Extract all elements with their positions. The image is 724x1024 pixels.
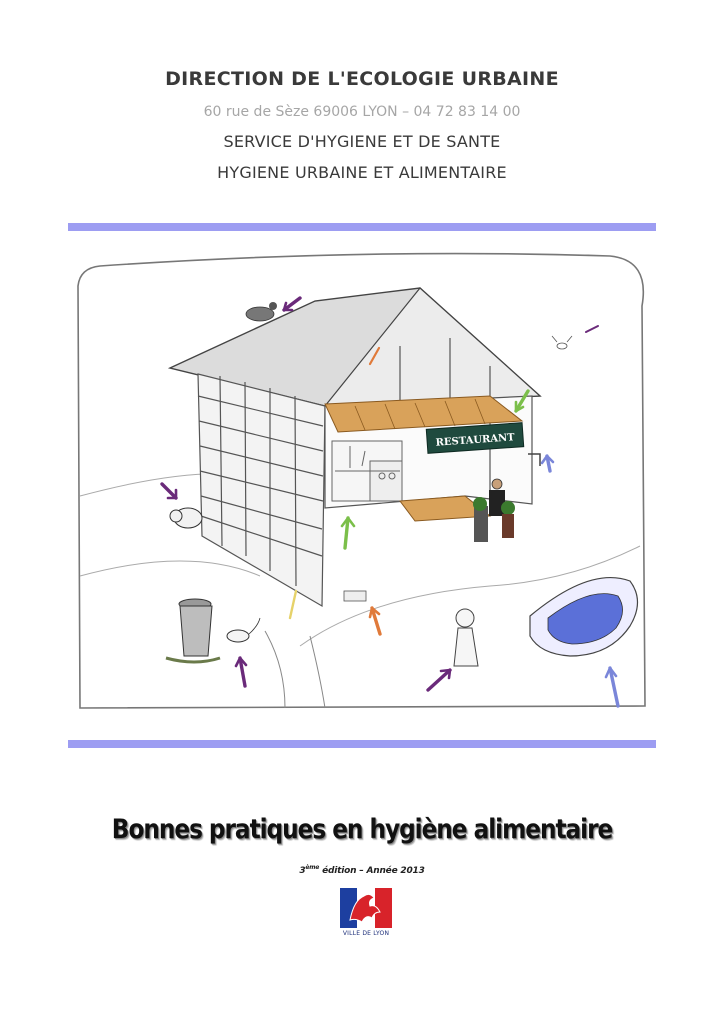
edition-number: 3 — [299, 866, 306, 876]
edition-rest: édition – Année 2013 — [319, 866, 425, 876]
top-divider — [68, 223, 656, 231]
fly — [552, 336, 572, 349]
rat — [227, 618, 260, 642]
person-sneezing — [454, 609, 478, 666]
hygiene-illustration — [70, 246, 652, 716]
pool — [530, 578, 638, 656]
ville-de-lyon-logo — [340, 888, 392, 936]
direction-title: DIRECTION DE L'ECOLOGIE URBAINE — [165, 68, 559, 90]
edition-suffix: ème — [305, 864, 320, 871]
tray — [344, 591, 366, 601]
cover-title: Bonnes pratiques en hygiène alimentaire — [111, 814, 613, 845]
edition-line — [0, 864, 724, 876]
trash-bin — [166, 599, 220, 662]
dog — [170, 508, 202, 528]
subservice-title: HYGIENE URBAINE ET ALIMENTAIRE — [217, 163, 507, 182]
restaurant-sign-label: RESTAURANT — [435, 432, 516, 449]
logo-caption: VILLE DE LYON — [342, 930, 390, 937]
pigeon — [246, 302, 277, 321]
kitchen — [332, 441, 402, 501]
address-line: 60 rue de Sèze 69006 LYON – 04 72 83 14 00 — [203, 104, 521, 120]
bottom-divider — [68, 740, 656, 748]
service-title: SERVICE D'HYGIENE ET DE SANTE — [223, 132, 501, 151]
